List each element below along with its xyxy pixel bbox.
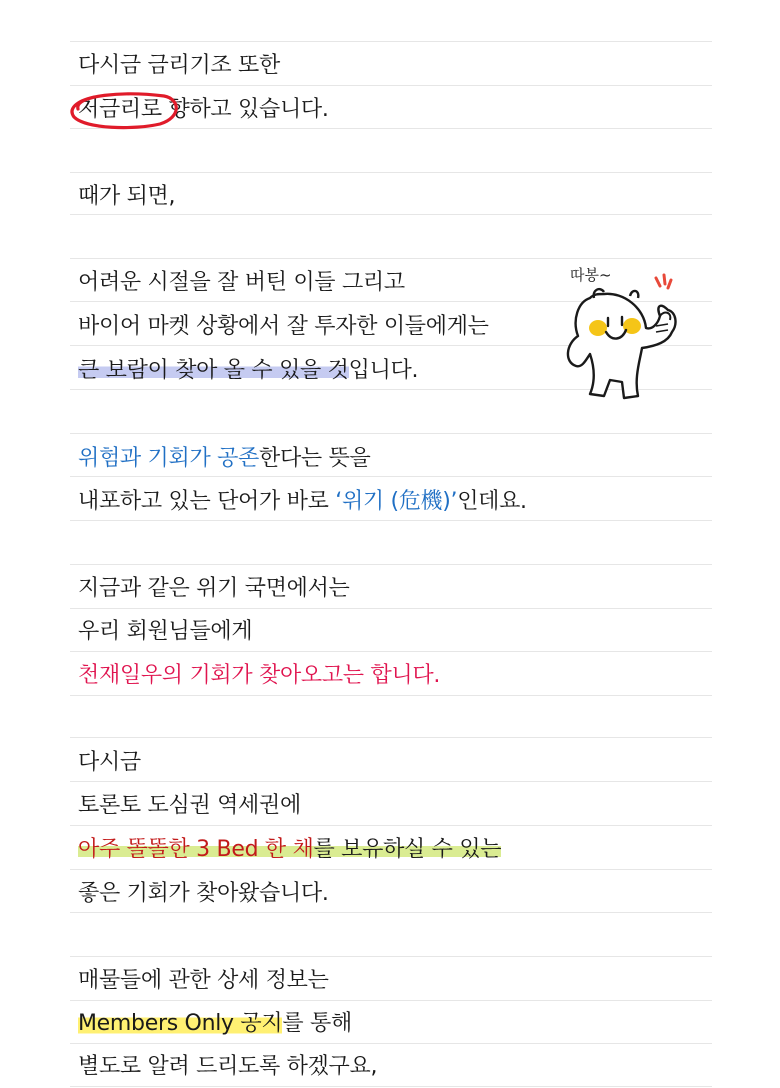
thumbs-up-bear-sticker — [560, 262, 690, 412]
text-line — [78, 487, 527, 517]
text-line — [78, 444, 370, 474]
rule-line — [70, 1043, 712, 1044]
text-segment: 내포하고 있는 단어가 바로 — [78, 489, 336, 514]
rule-line — [70, 172, 712, 173]
blue-phrase: ‘위기 (危機)’ — [335, 489, 458, 514]
text-line: 바이어 마켓 상황에서 잘 투자한 이들에게는 — [78, 314, 489, 339]
text-line: 어려운 시절을 잘 버틴 이들 그리고 — [78, 270, 405, 295]
rule-line — [70, 825, 712, 826]
text-line: 다시금 금리기조 또한 — [78, 53, 280, 78]
text-segment: 인데요. — [457, 489, 527, 514]
rule-line — [70, 520, 712, 521]
text-line: 별도로 알려 드리도록 하겠구요, — [78, 1054, 378, 1079]
text-line: 다시금 — [78, 750, 141, 775]
rule-line — [70, 1086, 712, 1087]
highlighted-phrase — [78, 837, 501, 862]
rule-line — [70, 608, 712, 609]
text-line — [78, 1009, 352, 1039]
rule-line — [70, 41, 712, 42]
text-line: 좋은 기회가 찾아왔습니다. — [78, 881, 329, 906]
text-line: 지금과 같은 위기 국면에서는 — [78, 576, 350, 601]
rule-line — [70, 695, 712, 696]
red-phrase: 아주 똘똘한 3 Bed 한 채 — [78, 837, 314, 862]
rule-line — [70, 433, 712, 434]
red-phrase: 천재일우의 기회가 찾아오고는 합니다. — [78, 663, 441, 688]
rule-line — [70, 1000, 712, 1001]
rule-line — [70, 214, 712, 215]
rule-line — [70, 476, 712, 477]
text-segment: 를 통해 — [282, 1011, 352, 1036]
sticker-caption: 따봉~ — [570, 266, 612, 284]
text-line: 토론토 도심권 역세권에 — [78, 793, 301, 818]
text-line — [78, 356, 418, 386]
rule-line — [70, 128, 712, 129]
circled-phrase — [78, 95, 162, 125]
rule-line — [70, 869, 712, 870]
text-segment: 를 보유하실 수 있는 — [313, 837, 502, 862]
rule-line — [70, 564, 712, 565]
blue-phrase: 위험과 기회가 공존 — [78, 446, 260, 471]
circled-text: 저금리로 — [78, 97, 162, 122]
rule-line — [70, 956, 712, 957]
rule-line — [70, 737, 712, 738]
highlighted-phrase: 큰 보람이 찾아 올 수 있을 것 — [78, 358, 349, 383]
text-segment: 향하고 있습니다. — [161, 97, 329, 122]
bear-illustration — [560, 262, 690, 412]
rule-line — [70, 912, 712, 913]
rule-line — [70, 258, 712, 259]
text-line: 때가 되면, — [78, 184, 176, 209]
highlighted-phrase: Members Only 공지 — [78, 1011, 283, 1036]
rule-line — [70, 85, 712, 86]
text-line — [78, 95, 329, 125]
text-line: 매물들에 관한 상세 정보는 — [78, 968, 329, 993]
text-line: 우리 회원님들에게 — [78, 619, 253, 644]
rule-line — [70, 781, 712, 782]
text-segment: 입니다. — [348, 358, 419, 383]
rule-line — [70, 651, 712, 652]
text-segment: 한다는 뜻을 — [259, 446, 371, 471]
text-line — [78, 835, 501, 865]
